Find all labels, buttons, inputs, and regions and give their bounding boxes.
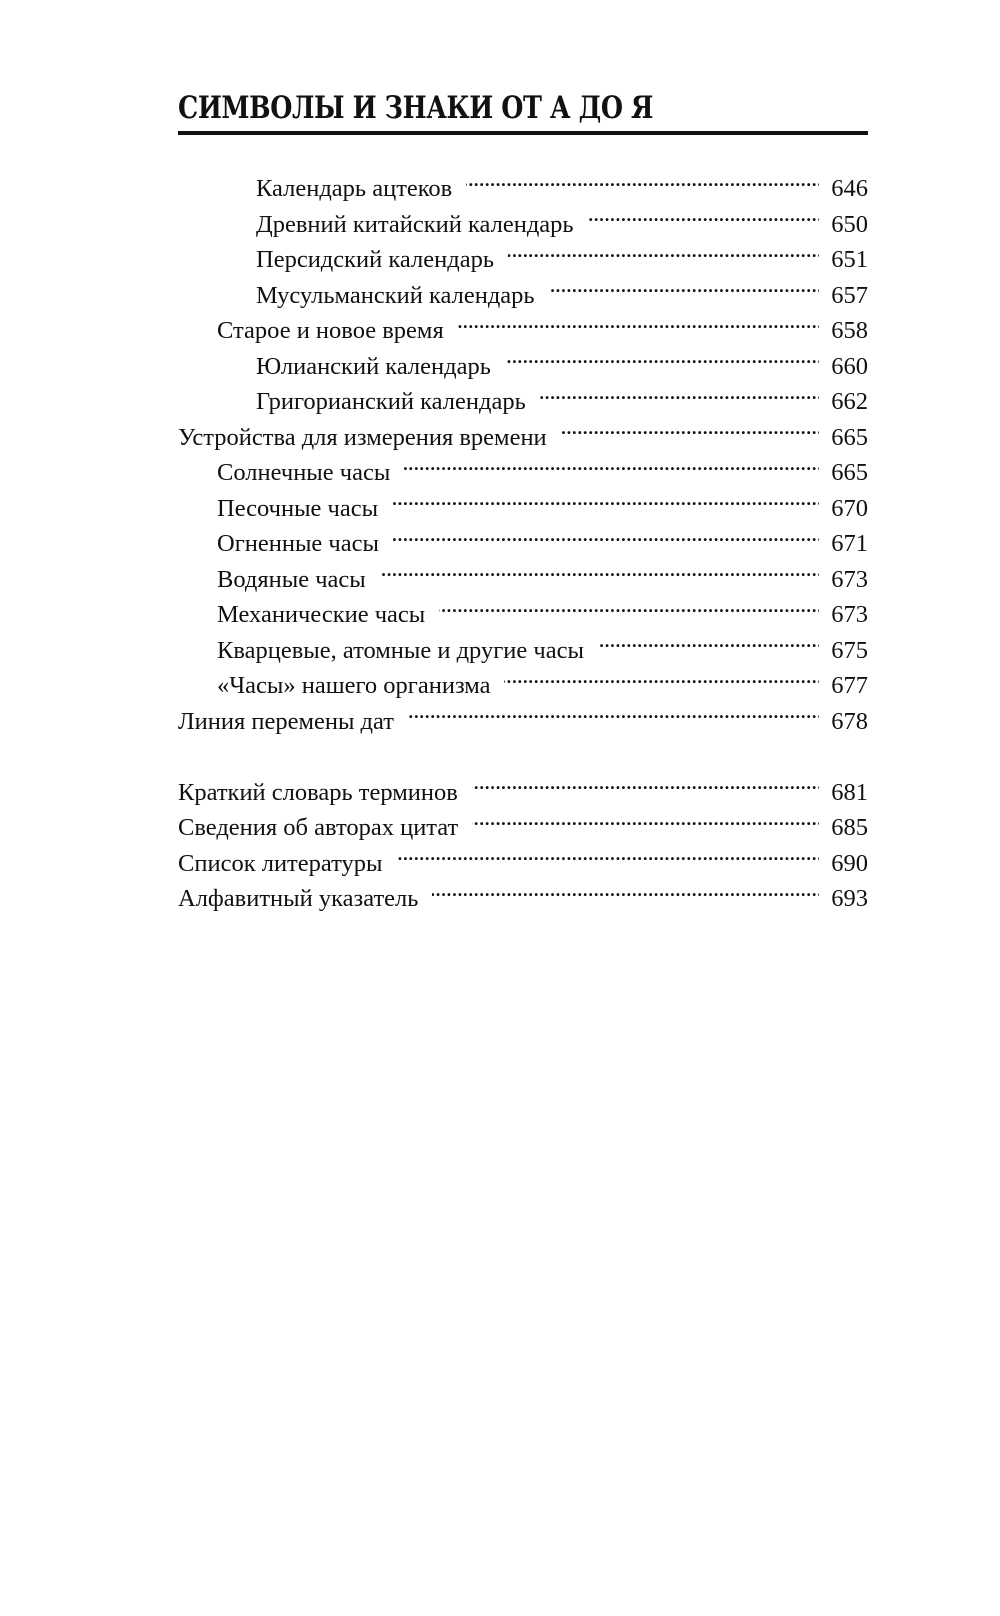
toc-entry-page: 662 bbox=[831, 388, 868, 415]
toc-entry[interactable] bbox=[178, 242, 868, 278]
toc-entry-title: Огненные часы bbox=[217, 530, 379, 557]
toc-entry-title: Механические часы bbox=[217, 601, 426, 628]
toc-entry[interactable] bbox=[178, 846, 868, 882]
dot-leader bbox=[505, 349, 819, 374]
toc-entry-title: Кварцевые, атомные и другие часы bbox=[217, 636, 584, 664]
dot-leader bbox=[472, 775, 819, 800]
dot-leader bbox=[393, 527, 819, 552]
table-of-contents bbox=[178, 171, 868, 917]
toc-entry[interactable] bbox=[178, 633, 868, 669]
toc-entry-page: 673 bbox=[831, 601, 868, 628]
toc-entry[interactable] bbox=[178, 775, 868, 811]
toc-entry-page: 651 bbox=[831, 246, 868, 273]
toc-entry[interactable] bbox=[178, 562, 868, 598]
dot-leader bbox=[466, 172, 819, 197]
toc-entry[interactable] bbox=[178, 668, 868, 704]
running-header: СИМВОЛЫ И ЗНАКИ ОТ А ДО Я bbox=[178, 90, 654, 126]
toc-entry-title: Сведения об авторах цитат bbox=[178, 814, 459, 841]
section-gap bbox=[178, 739, 868, 775]
dot-leader bbox=[408, 704, 819, 729]
toc-entry-title: Древний китайский календарь bbox=[256, 210, 574, 238]
toc-entry[interactable] bbox=[178, 207, 868, 243]
dot-leader bbox=[588, 207, 820, 232]
dot-leader bbox=[404, 456, 819, 481]
toc-entry-title: Юлианский календарь bbox=[256, 352, 491, 380]
toc-entry-page: 665 bbox=[831, 459, 868, 486]
toc-entry-page: 685 bbox=[831, 814, 868, 841]
toc-entry-page: 677 bbox=[831, 672, 868, 699]
dot-leader bbox=[392, 491, 819, 516]
toc-entry-page: 675 bbox=[831, 636, 868, 664]
toc-entry-page: 660 bbox=[831, 352, 868, 380]
toc-entry[interactable] bbox=[178, 420, 868, 456]
toc-entry[interactable] bbox=[178, 704, 868, 740]
toc-entry-page: 678 bbox=[831, 707, 868, 735]
toc-entry[interactable] bbox=[178, 313, 868, 349]
toc-entry-title: Календарь ацтеков bbox=[256, 175, 453, 202]
toc-entry-page: 671 bbox=[831, 530, 868, 557]
toc-entry[interactable] bbox=[178, 526, 868, 562]
dot-leader bbox=[508, 243, 819, 268]
dot-leader bbox=[598, 633, 819, 658]
toc-entry[interactable] bbox=[178, 384, 868, 420]
toc-entry-title: Линия перемены дат bbox=[178, 707, 394, 735]
toc-entry-page: 690 bbox=[831, 849, 868, 877]
dot-leader bbox=[432, 882, 819, 907]
toc-entry-page: 665 bbox=[831, 423, 868, 451]
toc-entry-title: Краткий словарь терминов bbox=[178, 778, 458, 806]
toc-entry[interactable] bbox=[178, 491, 868, 527]
toc-entry-title: Устройства для измерения времени bbox=[178, 423, 547, 451]
dot-leader bbox=[396, 846, 819, 871]
toc-entry-page: 658 bbox=[831, 317, 868, 344]
dot-leader bbox=[561, 420, 820, 445]
toc-entry-page: 681 bbox=[831, 778, 868, 806]
toc-entry-page: 670 bbox=[831, 494, 868, 522]
toc-entry[interactable] bbox=[178, 881, 868, 917]
toc-entry-title: Григорианский календарь bbox=[256, 388, 526, 415]
toc-entry[interactable] bbox=[178, 171, 868, 207]
toc-entry-title: Список литературы bbox=[178, 849, 383, 877]
toc-entry-page: 646 bbox=[831, 175, 868, 202]
header-rule bbox=[178, 131, 868, 135]
toc-entry[interactable] bbox=[178, 455, 868, 491]
toc-entry[interactable] bbox=[178, 278, 868, 314]
toc-entry-title: Персидский календарь bbox=[256, 246, 494, 273]
toc-entry-title: Алфавитный указатель bbox=[178, 885, 419, 912]
toc-entry-title: Солнечные часы bbox=[217, 459, 391, 486]
toc-entry[interactable] bbox=[178, 810, 868, 846]
toc-entry-title: «Часы» нашего организма bbox=[217, 672, 491, 699]
dot-leader bbox=[549, 278, 820, 303]
toc-entry-title: Старое и новое время bbox=[217, 317, 444, 344]
dot-leader bbox=[540, 385, 820, 410]
toc-entry-page: 657 bbox=[831, 281, 868, 309]
toc-entry-page: 650 bbox=[831, 210, 868, 238]
toc-entry[interactable] bbox=[178, 349, 868, 385]
toc-entry[interactable] bbox=[178, 597, 868, 633]
toc-entry-title: Водяные часы bbox=[217, 565, 366, 593]
dot-leader bbox=[472, 811, 819, 836]
dot-leader bbox=[380, 562, 820, 587]
dot-leader bbox=[439, 598, 819, 623]
toc-entry-title: Песочные часы bbox=[217, 494, 379, 522]
toc-entry-page: 673 bbox=[831, 565, 868, 593]
toc-entry-page: 693 bbox=[831, 885, 868, 912]
toc-entry-title: Мусульманский календарь bbox=[256, 281, 535, 309]
dot-leader bbox=[458, 314, 820, 339]
dot-leader bbox=[504, 669, 819, 694]
